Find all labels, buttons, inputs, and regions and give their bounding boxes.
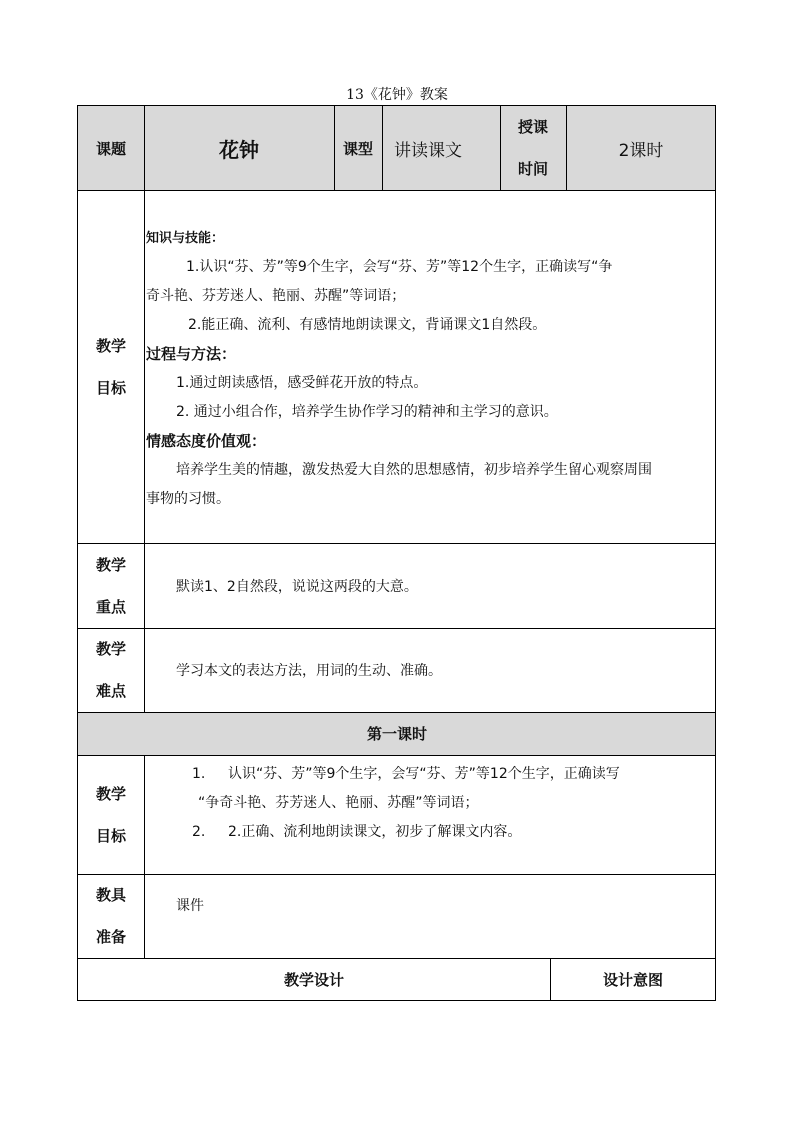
lesson-objective-1-text: 认识“芬、芳”等9个生字，会写“芬、芳”等12个生字，正确读写 [228,766,620,782]
lesson-objectives-label-line1: 教学 [95,784,126,803]
lesson-objective-1-line1 [192,760,716,789]
lesson-objectives-content [192,760,716,847]
tools-text: 课件 [176,898,204,914]
subject-value: 花钟 [219,137,259,162]
border-line [77,105,78,1001]
key-points-label [78,544,144,628]
lesson-objectives-label-line2: 目标 [95,826,126,845]
time-label-line1: 授课 [517,118,548,136]
process-item-2: 2. 通过小组合作，培养学生协作学习的精神和主学习的意识。 [176,404,558,420]
lesson-objective-2-text: 2.正确、流利地朗读课文，初步了解课文内容。 [228,824,522,840]
lesson-objectives-label [78,755,144,874]
border-line [78,755,716,756]
difficulties-label [78,628,144,712]
knowledge-item-2: 2.能正确、流利、有感情地朗读课文，背诵课文1自然段。 [188,317,547,333]
time-label-line2: 时间 [517,160,548,178]
key-points-label-line2: 重点 [95,598,126,616]
border-line [566,105,567,190]
border-line [78,1000,716,1001]
knowledge-item-1-line1: 1.认识“芬、芳”等9个生字，会写“芬、芳”等12个生字，正确读写“争 [186,259,613,275]
border-line [78,628,716,629]
tools-label-line1: 教具 [95,886,126,904]
process-heading: 过程与方法： [146,345,237,363]
border-line [382,105,383,190]
border-line [550,958,551,1001]
type-value: 讲读课文 [394,140,462,161]
time-label [500,106,566,190]
emotion-item-line1: 培养学生美的情趣，激发热爱大自然的思想感情，初步培养学生留心观察周围 [176,462,652,478]
knowledge-heading: 知识与技能： [146,231,225,246]
tools-label-line2: 准备 [95,928,126,946]
emotion-heading: 情感态度价值观： [146,432,267,450]
objectives-label-line1: 教学 [95,337,126,355]
teaching-design-header: 教学设计 [283,971,344,989]
lesson-objective-2-number: 2. [192,824,206,840]
key-points-label-line1: 教学 [95,556,126,574]
subject-label: 课题 [95,139,126,158]
emotion-item-line2: 事物的习惯。 [146,491,230,507]
time-value: 2课时 [618,140,664,161]
process-item-1: 1.通过朗读感悟，感受鲜花开放的特点。 [176,375,428,391]
document-title: 13《花钟》教案 [346,87,448,103]
border-line [78,712,716,713]
border-line [144,755,145,958]
knowledge-item-1-line2: 奇斗艳、芬芳迷人、艳丽、苏醒”等词语； [146,288,406,304]
tools-label [78,874,144,958]
border-line [334,105,335,190]
type-label: 课型 [342,139,373,158]
objectives-content [146,224,716,514]
key-points-text: 默读1、2自然段，说说这两段的大意。 [176,579,418,595]
first-lesson-title: 第一课时 [366,725,427,743]
border-line [78,190,716,191]
border-line [78,543,716,544]
border-line [78,958,716,959]
border-line [144,105,145,712]
design-intent-header: 设计意图 [602,971,663,989]
border-line [500,105,501,190]
lesson-objective-2 [192,818,716,847]
difficulties-label-line2: 难点 [95,682,126,700]
objectives-label-line2: 目标 [95,379,126,397]
lesson-objective-1-number: 1. [192,766,206,782]
border-line [715,105,716,1001]
difficulties-text: 学习本文的表达方法，用词的生动、准确。 [176,663,442,679]
difficulties-label-line1: 教学 [95,640,126,658]
border-line [78,105,716,106]
objectives-label [78,190,144,544]
lesson-objective-1-line2: “争奇斗艳、芬芳迷人、艳丽、苏醒”等词语； [198,795,479,811]
border-line [78,874,716,875]
